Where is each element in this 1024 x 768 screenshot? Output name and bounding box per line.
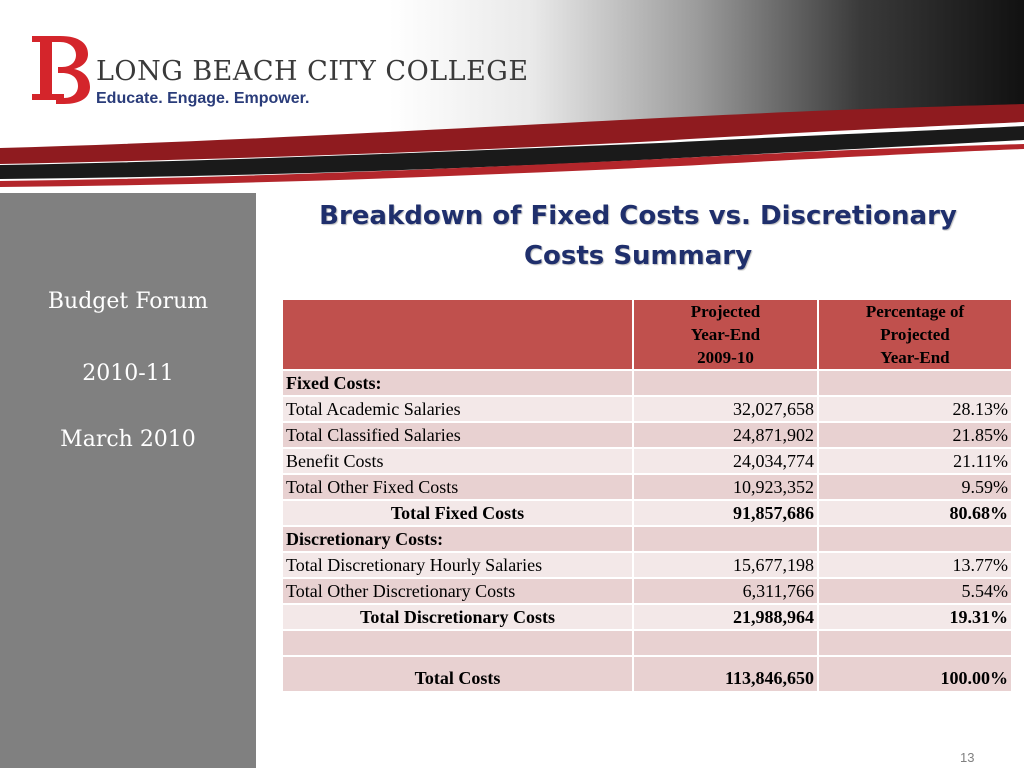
percent-cell: 13.77% [818, 552, 1012, 578]
row-label: Total Discretionary Hourly Salaries [282, 552, 633, 578]
amount-cell: 32,027,658 [633, 396, 818, 422]
percent-cell: 21.85% [818, 422, 1012, 448]
lbcc-logo-mark [30, 32, 92, 108]
table-row [282, 422, 1012, 448]
amount-cell [633, 526, 818, 552]
percent-cell: 5.54% [818, 578, 1012, 604]
percent-cell: 9.59% [818, 474, 1012, 500]
header-text: Year-End [880, 348, 950, 367]
table-row [282, 396, 1012, 422]
percent-cell: 80.68% [818, 500, 1012, 526]
sidebar-fiscal-year: 2010-11 [82, 361, 174, 386]
amount-cell: 10,923,352 [633, 474, 818, 500]
grand-total-amount: 113,846,650 [633, 656, 818, 692]
table-row [282, 604, 1012, 630]
table-row [282, 578, 1012, 604]
header-percentage [818, 299, 1012, 370]
header-text: 2009-10 [697, 348, 754, 367]
college-logo [30, 32, 529, 112]
header-text: Year-End [690, 325, 761, 344]
amount-cell: 24,871,902 [633, 422, 818, 448]
amount-cell [633, 370, 818, 396]
sidebar [0, 193, 256, 768]
percent-cell: 21.11% [818, 448, 1012, 474]
header-band [0, 0, 1024, 190]
percent-cell [818, 370, 1012, 396]
row-label: Benefit Costs [282, 448, 633, 474]
college-tagline: Educate. Engage. Empower. [96, 90, 310, 107]
header-text: Projected [880, 325, 950, 344]
grand-total-label: Total Costs [282, 656, 633, 692]
costs-summary-table [281, 298, 1013, 693]
amount-cell [633, 630, 818, 656]
table-row [282, 552, 1012, 578]
page-number: 13 [960, 750, 975, 765]
row-label: Total Other Discretionary Costs [282, 578, 633, 604]
slide-title [288, 196, 988, 276]
table-row [282, 500, 1012, 526]
table-row-grand-total [282, 656, 1012, 692]
section-label-discretionary: Discretionary Costs: [282, 526, 633, 552]
header-text: Projected [690, 302, 761, 321]
sidebar-date: March 2010 [60, 427, 196, 452]
header-text: Percentage of [865, 302, 965, 321]
row-label [282, 630, 633, 656]
table-row [282, 448, 1012, 474]
section-label-fixed: Fixed Costs: [282, 370, 633, 396]
table-row [282, 474, 1012, 500]
amount-cell: 21,988,964 [633, 604, 818, 630]
header-label-cell [282, 299, 633, 370]
header-projected-year-end [633, 299, 818, 370]
table-header-row [282, 299, 1012, 370]
row-label: Total Other Fixed Costs [282, 474, 633, 500]
percent-cell: 28.13% [818, 396, 1012, 422]
grand-total-percent: 100.00% [818, 656, 1012, 692]
table-row [282, 370, 1012, 396]
college-name: LONG BEACH CITY COLLEGE [96, 56, 529, 87]
amount-cell: 15,677,198 [633, 552, 818, 578]
table-row-spacer [282, 630, 1012, 656]
row-label: Total Classified Salaries [282, 422, 633, 448]
percent-cell: 19.31% [818, 604, 1012, 630]
amount-cell: 6,311,766 [633, 578, 818, 604]
amount-cell: 24,034,774 [633, 448, 818, 474]
row-label: Total Academic Salaries [282, 396, 633, 422]
amount-cell: 91,857,686 [633, 500, 818, 526]
table-row [282, 526, 1012, 552]
percent-cell [818, 526, 1012, 552]
sidebar-forum-label: Budget Forum [47, 289, 209, 314]
slide-title-line1: Breakdown of Fixed Costs vs. Discretionary [319, 201, 957, 231]
slide-title-line2: Costs Summary [523, 241, 753, 271]
subtotal-label-fixed: Total Fixed Costs [282, 500, 633, 526]
subtotal-label-discretionary: Total Discretionary Costs [282, 604, 633, 630]
percent-cell [818, 630, 1012, 656]
